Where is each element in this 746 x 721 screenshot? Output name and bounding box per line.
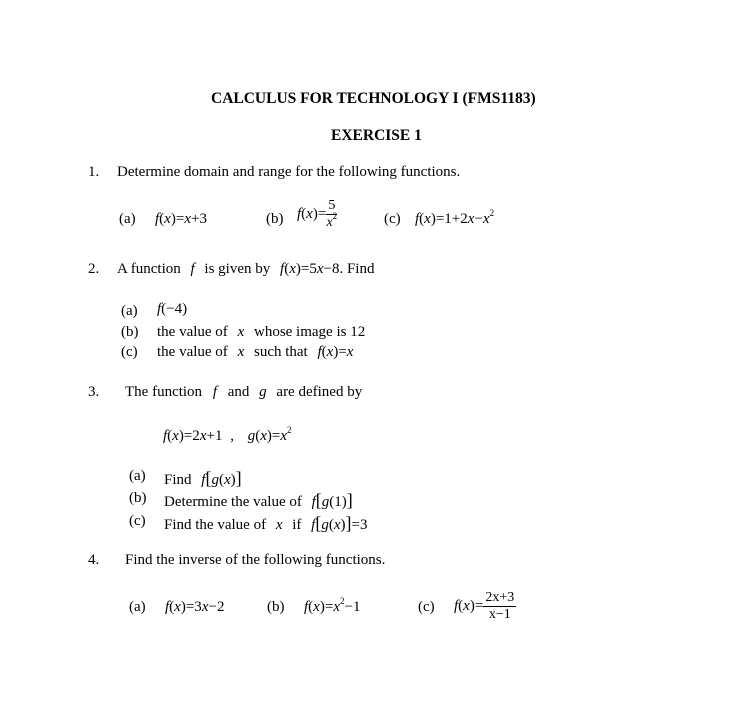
q1b-numerator: 5 — [328, 198, 336, 213]
q2b-text: the value of — [157, 324, 228, 340]
q3a-text: Find — [164, 472, 192, 488]
q1-part-b-expr: f(x)= $\frac{5}{x^2}$ — [297, 198, 338, 230]
q2-part-a-expr: f(−4) — [157, 301, 188, 317]
q1-part-b-label: (b) — [266, 211, 284, 227]
q2-part-a-label: (a) — [121, 303, 138, 319]
question-3-number: 3. — [88, 384, 100, 400]
q3-part-c-text: Find the value of x if f[g(x)]=3 — [164, 513, 368, 533]
q3-text-a: The function — [125, 384, 203, 400]
question-2-text: A function f is given by f(x)=5x−8. Find — [117, 261, 375, 277]
q3c-symbol: x — [275, 517, 283, 533]
q2c-symbol: x — [237, 344, 245, 360]
q2b-symbol: x — [237, 324, 245, 340]
q4-part-c-label: (c) — [418, 599, 435, 615]
q2-text-c: . Find — [339, 261, 375, 277]
q4c-denominator: x−1 — [488, 607, 511, 622]
q2-part-b-text — [157, 324, 365, 341]
q3-part-b-text: Determine the value of f[g(1)] — [164, 490, 353, 510]
q2c-tail: such that — [253, 344, 308, 360]
q4c-numerator: 2x+3 — [485, 590, 515, 605]
q2-text-b: is given by — [204, 261, 271, 277]
q2-part-b-label: (b) — [121, 324, 139, 340]
q2-part-c-text: the value of x such that f(x)=x — [157, 344, 354, 360]
question-4-text: Find the inverse of the following functions. — [125, 552, 386, 568]
course-title: CALCULUS FOR TECHNOLOGY I (FMS1183) — [211, 90, 536, 107]
q3-definitions: f(x)=2x+1 , $g(x)=x^2$ — [163, 425, 292, 444]
question-2-number: 2. — [88, 261, 100, 277]
q3-part-a-label: (a) — [129, 468, 146, 484]
q3c-text: Find the value of — [164, 517, 267, 533]
q4-part-c-expr: f(x)= $\frac{2x+3}{x-1}$ — [454, 590, 515, 622]
q3c-tail: if — [292, 517, 302, 533]
question-1-text: Determine domain and range for the following functions. — [117, 164, 461, 180]
q3-symbol-f: f — [212, 384, 217, 400]
q1b-denominator: x — [326, 215, 333, 230]
q3b-text: Determine the value of — [164, 494, 302, 510]
q3-part-a-text: Find f[g(x)] — [164, 468, 242, 488]
q3-text-and: and — [227, 384, 250, 400]
q3-text-b: are defined by — [276, 384, 363, 400]
q2b-tail: whose image is 12 — [253, 324, 366, 340]
q1-part-a-expr: f(x)=x+3 — [155, 211, 207, 227]
exercise-title: EXERCISE 1 — [331, 127, 422, 144]
question-3-text — [125, 384, 362, 401]
q1-part-a-label: (a) — [119, 211, 136, 227]
q2-text-a: A function — [117, 261, 181, 277]
q4-part-a-label: (a) — [129, 599, 146, 615]
q2c-text: the value of — [157, 344, 228, 360]
q3-separator: , — [230, 428, 234, 444]
q4-part-a-expr: f(x)=3x−2 — [165, 599, 225, 615]
question-4-number: 4. — [88, 552, 100, 568]
q3-part-b-label: (b) — [129, 490, 147, 506]
q1-part-c-expr: $f(x)=1+2x-x^2$ — [415, 208, 495, 227]
q3-part-c-label: (c) — [129, 513, 146, 529]
q2-symbol-f: f — [190, 261, 195, 277]
question-1-number: 1. — [88, 164, 100, 180]
q2-part-c-label: (c) — [121, 344, 138, 360]
q3-symbol-g: g — [259, 384, 267, 400]
q4-part-b-label: (b) — [267, 599, 285, 615]
q4-part-b-expr: $f(x)=x^2-1$ — [304, 596, 361, 615]
q1-part-c-label: (c) — [384, 211, 401, 227]
